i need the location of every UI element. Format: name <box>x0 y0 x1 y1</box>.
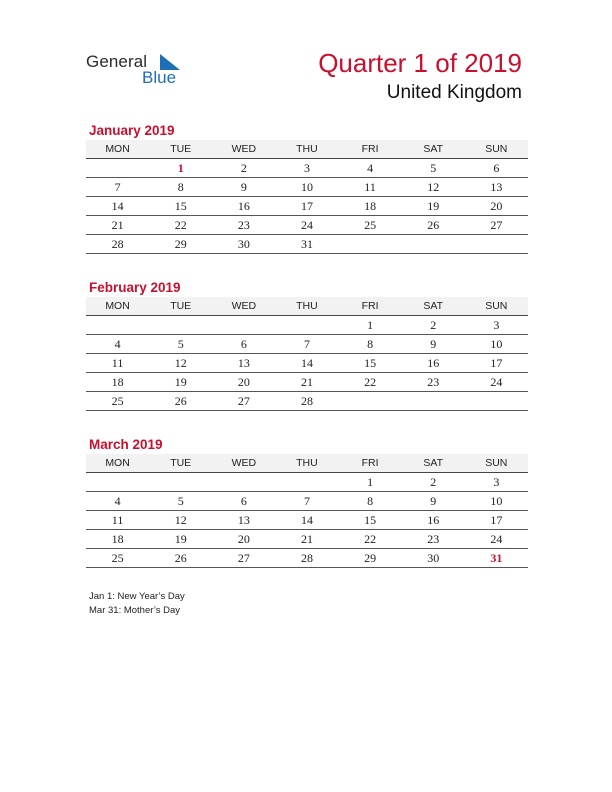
month-title: March 2019 <box>89 437 163 452</box>
day-cell: 5 <box>177 494 184 508</box>
weekday-header: TUE <box>170 457 192 469</box>
day-cell: 17 <box>300 199 313 213</box>
day-cell: 16 <box>427 356 440 370</box>
empty-day-cell <box>212 473 275 491</box>
day-cell: 14 <box>111 199 124 213</box>
day-cell: 11 <box>111 513 124 527</box>
day-cell: 31 <box>300 237 313 251</box>
month-calendar-march <box>86 436 528 568</box>
day-cell: 10 <box>490 337 503 351</box>
day-cell: 24 <box>490 532 503 546</box>
weekday-header: THU <box>296 457 318 469</box>
weekday-header: SAT <box>423 143 444 155</box>
week-row <box>86 549 528 568</box>
day-cell: 30 <box>427 551 440 565</box>
day-cell: 30 <box>237 237 250 251</box>
day-cell: 11 <box>364 180 376 194</box>
day-cell: 5 <box>430 161 437 175</box>
week-row <box>86 354 528 373</box>
day-cell: 12 <box>174 356 187 370</box>
empty-day-cell <box>465 235 528 253</box>
day-cell: 18 <box>364 199 377 213</box>
week-row <box>86 511 528 530</box>
weekday-header: SUN <box>485 143 508 155</box>
month-calendar-january <box>86 122 528 254</box>
weekday-header: FRI <box>361 300 379 312</box>
weekday-header: MON <box>105 457 130 469</box>
day-cell: 18 <box>111 375 124 389</box>
day-cell: 24 <box>300 218 313 232</box>
page-title: Quarter 1 of 2019 <box>318 48 522 78</box>
day-cell: 28 <box>300 394 313 408</box>
week-row <box>86 373 528 392</box>
weekday-header-row <box>86 140 528 159</box>
weekday-header: WED <box>231 143 257 155</box>
day-cell: 14 <box>300 356 313 370</box>
week-row <box>86 159 528 178</box>
empty-day-cell <box>465 392 528 410</box>
day-cell: 27 <box>237 551 250 565</box>
day-cell: 27 <box>490 218 503 232</box>
day-cell: 22 <box>364 532 377 546</box>
empty-day-cell <box>149 316 212 334</box>
weekday-header: TUE <box>170 300 192 312</box>
day-cell: 4 <box>114 337 121 351</box>
day-cell: 25 <box>111 394 124 408</box>
day-cell: 6 <box>493 161 500 175</box>
weekday-header: WED <box>231 457 257 469</box>
week-row <box>86 178 528 197</box>
day-cell: 4 <box>114 494 121 508</box>
empty-day-cell <box>86 473 149 491</box>
day-cell: 31 <box>490 551 503 565</box>
day-cell: 1 <box>177 161 184 175</box>
week-row <box>86 235 528 254</box>
country-subtitle: United Kingdom <box>386 82 522 103</box>
weekday-header: FRI <box>361 143 379 155</box>
day-cell: 10 <box>300 180 313 194</box>
day-cell: 9 <box>240 180 247 194</box>
day-cell: 2 <box>430 318 437 332</box>
day-cell: 7 <box>114 180 121 194</box>
day-cell: 21 <box>300 375 313 389</box>
day-cell: 22 <box>174 218 187 232</box>
holiday-item: Mar 31: Mother’s Day <box>89 605 180 616</box>
week-row <box>86 492 528 511</box>
empty-day-cell <box>339 235 402 253</box>
weekday-header: THU <box>296 143 318 155</box>
day-cell: 8 <box>177 180 184 194</box>
day-cell: 16 <box>427 513 440 527</box>
day-cell: 8 <box>367 494 374 508</box>
weeks-container <box>86 316 528 411</box>
weekday-header: SAT <box>423 300 444 312</box>
week-row <box>86 392 528 411</box>
week-row <box>86 316 528 335</box>
weekday-header: MON <box>105 143 130 155</box>
day-cell: 27 <box>237 394 250 408</box>
weekday-header: SUN <box>485 457 508 469</box>
day-cell: 25 <box>111 551 124 565</box>
weekday-header: SUN <box>485 300 508 312</box>
day-cell: 3 <box>493 475 500 489</box>
holiday-item: Jan 1: New Year’s Day <box>89 591 185 602</box>
day-cell: 12 <box>427 180 440 194</box>
day-cell: 16 <box>237 199 250 213</box>
day-cell: 19 <box>174 375 187 389</box>
day-cell: 26 <box>427 218 440 232</box>
day-cell: 23 <box>237 218 250 232</box>
day-cell: 9 <box>430 494 437 508</box>
day-cell: 28 <box>111 237 124 251</box>
day-cell: 12 <box>174 513 187 527</box>
day-cell: 24 <box>490 375 503 389</box>
day-cell: 9 <box>430 337 437 351</box>
day-cell: 15 <box>364 356 377 370</box>
weekday-header: MON <box>105 300 130 312</box>
day-cell: 28 <box>300 551 313 565</box>
day-cell: 6 <box>240 337 247 351</box>
day-cell: 13 <box>490 180 503 194</box>
day-cell: 13 <box>237 356 250 370</box>
day-cell: 18 <box>111 532 124 546</box>
empty-day-cell <box>86 159 149 177</box>
day-cell: 1 <box>367 475 374 489</box>
weeks-container <box>86 159 528 254</box>
day-cell: 14 <box>300 513 313 527</box>
weekday-header: SAT <box>423 457 444 469</box>
day-cell: 23 <box>427 375 440 389</box>
day-cell: 21 <box>111 218 124 232</box>
week-row <box>86 216 528 235</box>
day-cell: 6 <box>240 494 247 508</box>
day-cell: 11 <box>111 356 124 370</box>
day-cell: 26 <box>174 394 187 408</box>
weekday-header: TUE <box>170 143 192 155</box>
day-cell: 29 <box>364 551 377 565</box>
weekday-header: WED <box>231 300 257 312</box>
day-cell: 17 <box>490 513 503 527</box>
empty-day-cell <box>212 316 275 334</box>
week-row <box>86 197 528 216</box>
day-cell: 5 <box>177 337 184 351</box>
day-cell: 26 <box>174 551 187 565</box>
day-cell: 7 <box>303 494 310 508</box>
week-row <box>86 530 528 549</box>
month-title: January 2019 <box>89 123 175 138</box>
empty-day-cell <box>86 316 149 334</box>
day-cell: 20 <box>237 532 250 546</box>
day-cell: 2 <box>240 161 247 175</box>
month-title: February 2019 <box>89 280 181 295</box>
empty-day-cell <box>149 473 212 491</box>
day-cell: 22 <box>364 375 377 389</box>
day-cell: 8 <box>367 337 374 351</box>
empty-day-cell <box>402 392 465 410</box>
day-cell: 21 <box>300 532 313 546</box>
day-cell: 4 <box>367 161 374 175</box>
weekday-header-row <box>86 454 528 473</box>
empty-day-cell <box>275 316 338 334</box>
day-cell: 19 <box>174 532 187 546</box>
day-cell: 13 <box>237 513 250 527</box>
day-cell: 3 <box>303 161 310 175</box>
day-cell: 19 <box>427 199 440 213</box>
generalblue-logo <box>86 52 196 92</box>
day-cell: 15 <box>364 513 377 527</box>
day-cell: 1 <box>367 318 374 332</box>
month-calendar-february <box>86 279 528 411</box>
day-cell: 25 <box>364 218 377 232</box>
empty-day-cell <box>402 235 465 253</box>
day-cell: 7 <box>303 337 310 351</box>
empty-day-cell <box>339 392 402 410</box>
day-cell: 23 <box>427 532 440 546</box>
weeks-container <box>86 473 528 568</box>
day-cell: 29 <box>174 237 187 251</box>
day-cell: 2 <box>430 475 437 489</box>
logo-blue-text: Blue <box>142 68 177 87</box>
day-cell: 10 <box>490 494 503 508</box>
day-cell: 3 <box>493 318 500 332</box>
holiday-list <box>89 590 185 618</box>
weekday-header: THU <box>296 300 318 312</box>
logo-general-text: General <box>86 52 148 71</box>
day-cell: 15 <box>174 199 187 213</box>
week-row <box>86 335 528 354</box>
day-cell: 20 <box>490 199 503 213</box>
weekday-header-row <box>86 297 528 316</box>
empty-day-cell <box>275 473 338 491</box>
day-cell: 20 <box>237 375 250 389</box>
weekday-header: FRI <box>361 457 379 469</box>
week-row <box>86 473 528 492</box>
day-cell: 17 <box>490 356 503 370</box>
